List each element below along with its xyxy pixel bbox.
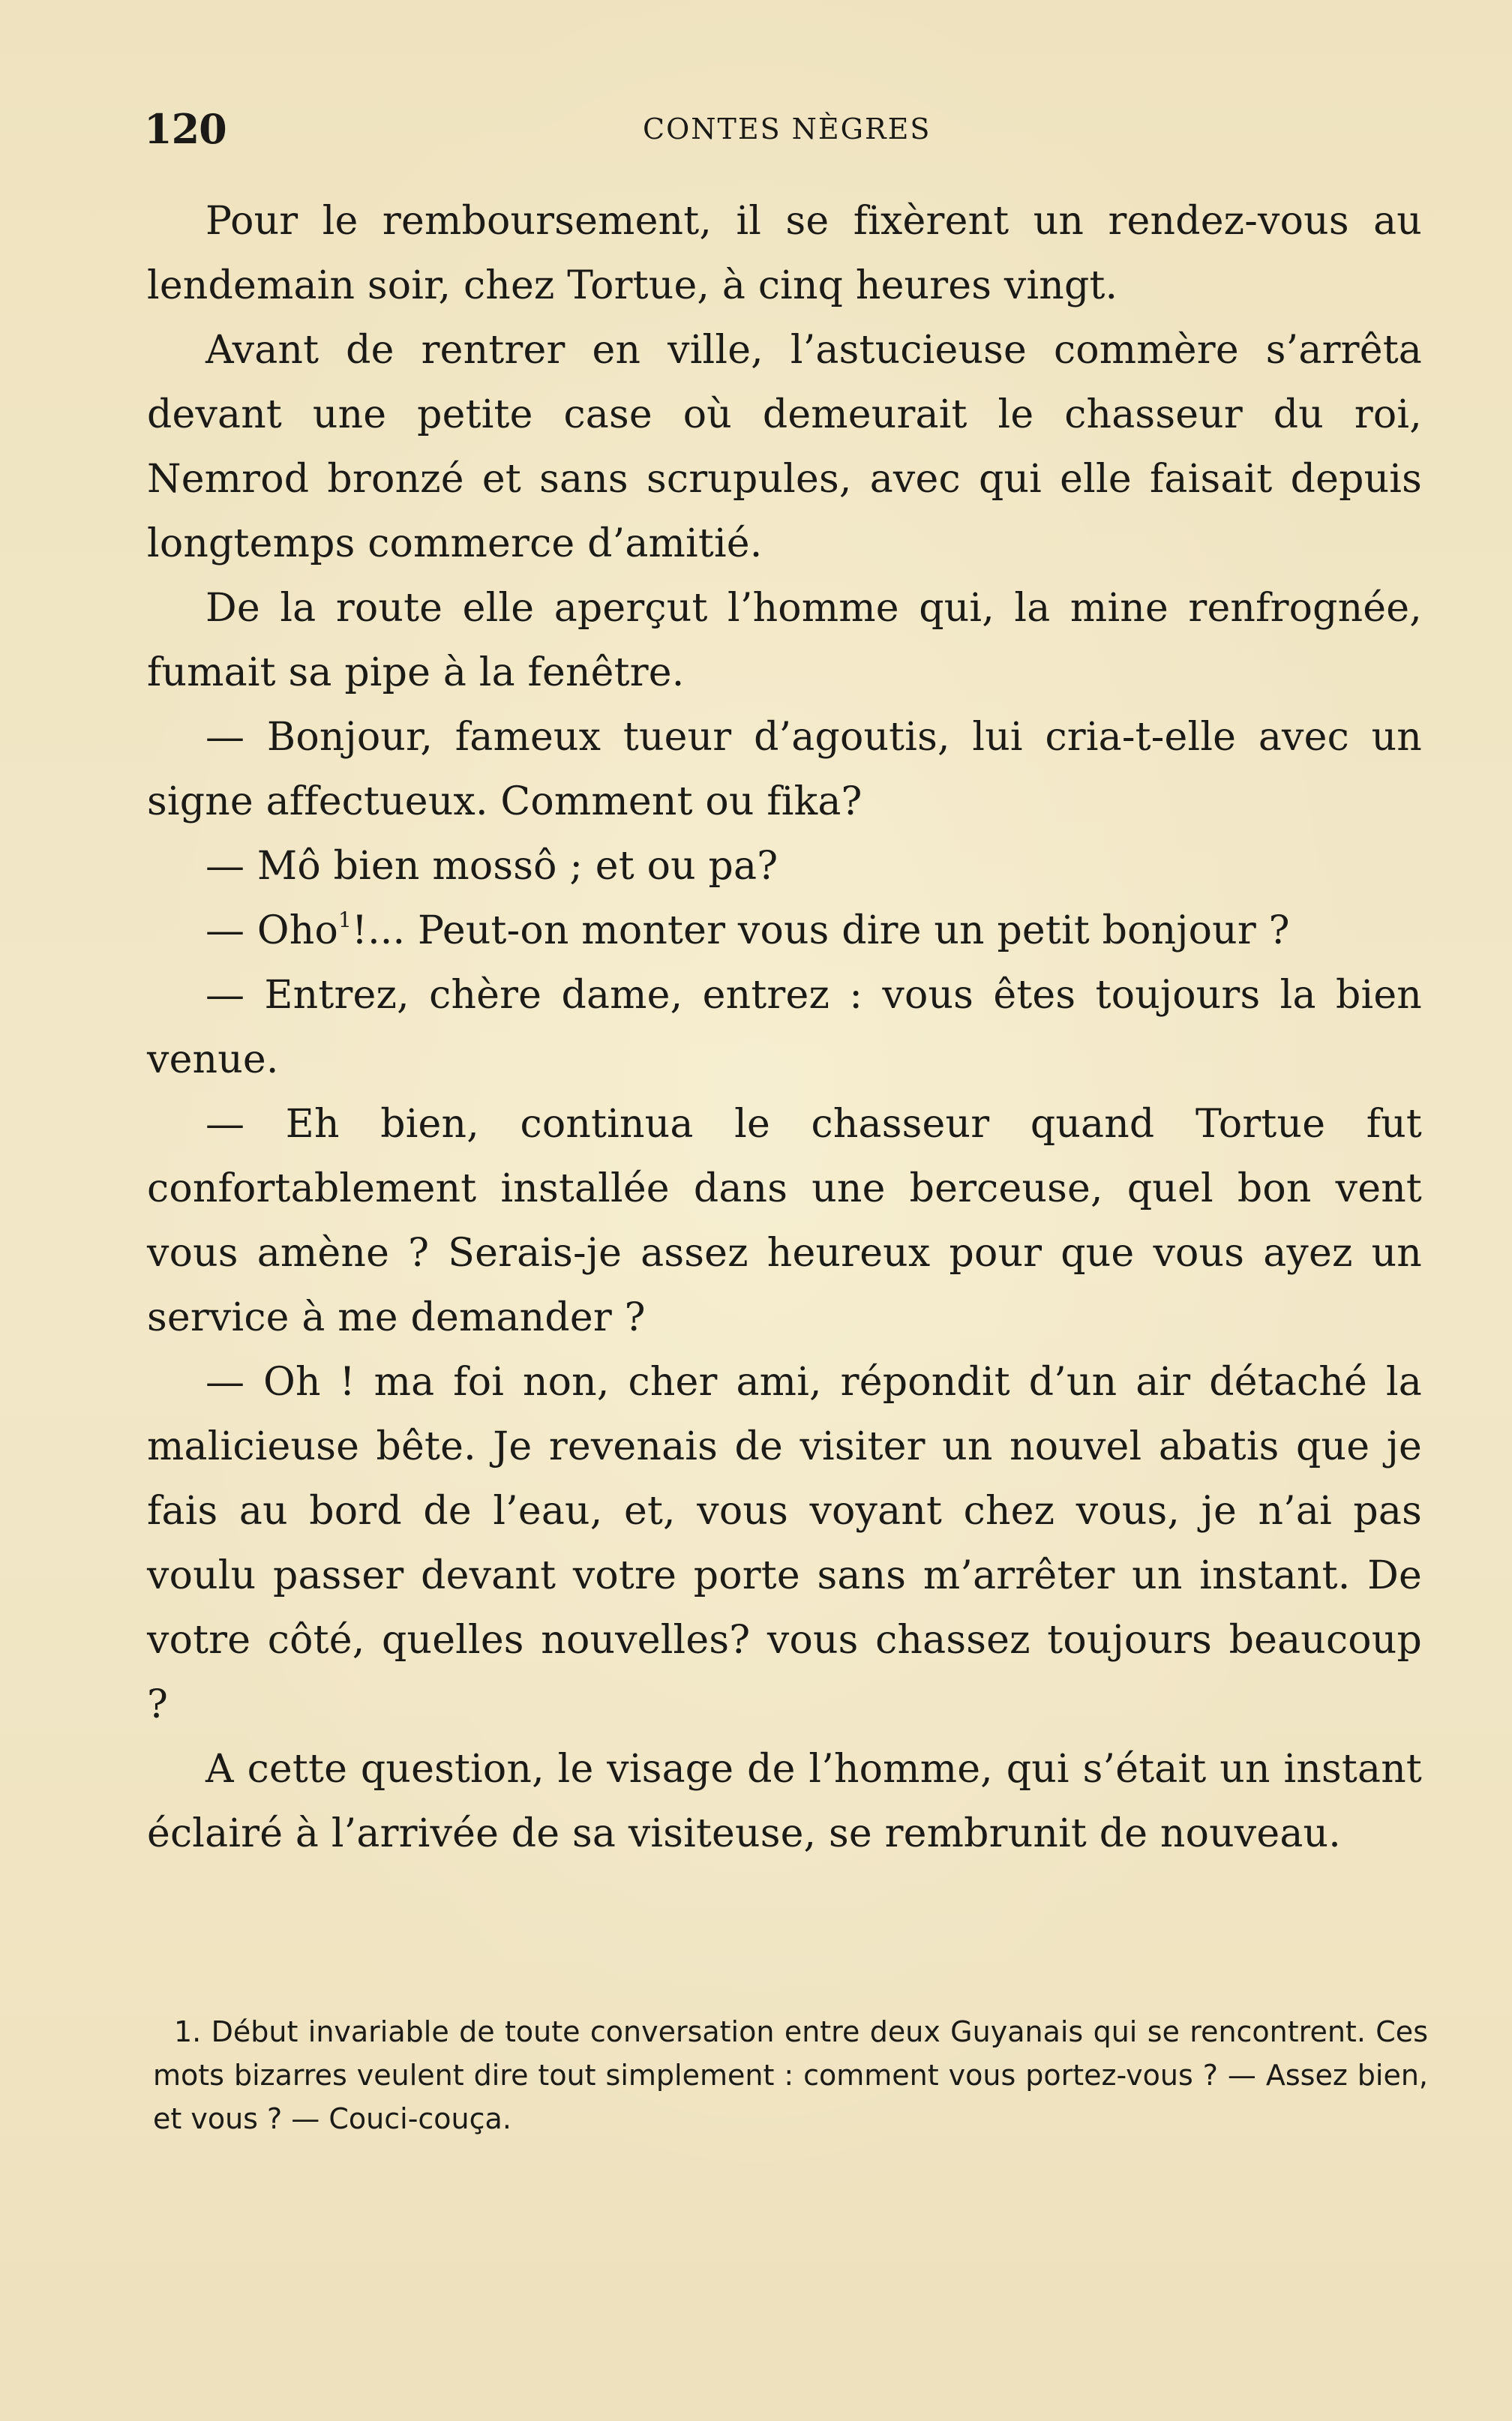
paragraph: A cette question, le visage de l’homme, qui s’était un instant éclairé à l’arrivée de sa visiteuse, se rembrunit de nouveau. <box>147 1747 1422 1856</box>
paragraph: Pour le remboursement, il se fixèrent un rendez-vous au lendemain soir, chez Tortue, à cinq heures vingt. <box>147 199 1422 308</box>
dialogue-line: — Oh ! ma foi non, cher ami, répondit d’un air détaché la malicieuse bête. Je revenais de visiter un nouvel abatis que je fais au bord de l’eau, et, vous voyant chez vous, je n’ai pas voulu passer devant votre porte sans m’arrêter un instant. De votre côté, quelles nouvelles? vous chassez toujours beaucoup ? <box>147 1360 1422 1727</box>
running-title: CONTES NÈGRES <box>643 112 932 146</box>
dialogue-line <box>147 898 1422 963</box>
footnotes <box>153 2010 1428 2140</box>
dialogue-line: — Eh bien, continua le chasseur quand Tortue fut confortablement installée dans une berceuse, quel bon vent vous amène ? Serais-je assez heureux pour que vous ayez un service à me demander ? <box>147 1102 1422 1340</box>
dialogue-line: — Mô bien mossô ; et ou pa? <box>206 844 778 889</box>
page-number: 120 <box>144 105 226 153</box>
body-text <box>147 189 1422 1866</box>
dialogue-text: — Oho <box>206 908 338 953</box>
footnote: 1. Début invariable de toute conversation entre deux Guyanais qui se rencontrent. Ces mots bizarres veulent dire tout simplement : comment vous portez-vous ? — Assez bien, et vous ? — Couci-couça. <box>153 2015 1428 2135</box>
paragraph: De la route elle aperçut l’homme qui, la mine renfrognée, fumait sa pipe à la fenêtre. <box>147 586 1422 695</box>
dialogue-line: — Entrez, chère dame, entrez : vous êtes toujours la bien venue. <box>147 973 1422 1082</box>
dialogue-line: — Bonjour, fameux tueur d’agoutis, lui cria-t-elle avec un signe affectueux. Comment ou fika? <box>147 715 1422 824</box>
dialogue-text: !... Peut-on monter vous dire un petit bonjour ? <box>351 908 1290 953</box>
footnote-reference: 1 <box>338 908 352 932</box>
page-header <box>144 105 1419 158</box>
paragraph: Avant de rentrer en ville, l’astucieuse commère s’arrêta devant une petite case où demeurait le chasseur du roi, Nemrod bronzé et sans scrupules, avec qui elle faisait depuis longtemps commerce d’amitié. <box>147 328 1422 566</box>
